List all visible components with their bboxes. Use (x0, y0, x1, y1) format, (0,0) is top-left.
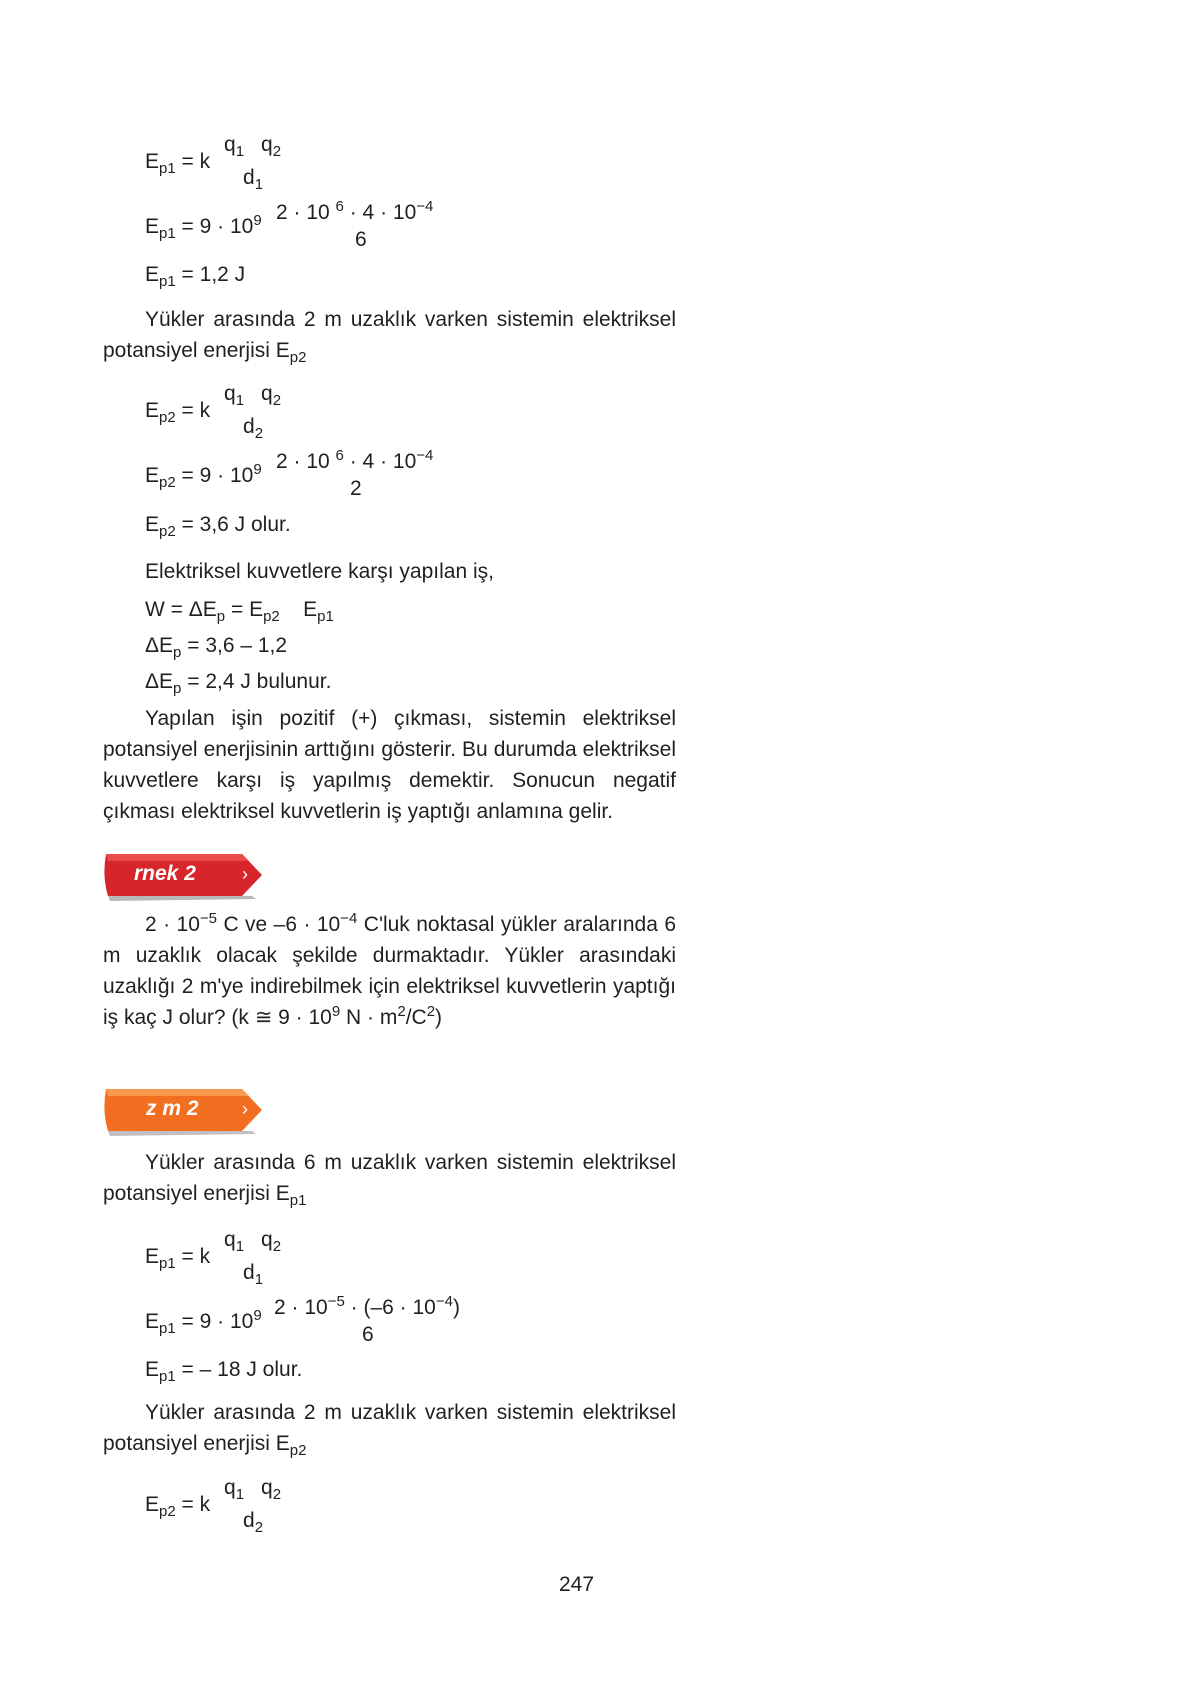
solution-banner (102, 1087, 262, 1137)
formula-q2: $q_2$ (261, 133, 282, 160)
formula-denominator: 2 (350, 477, 362, 500)
chevron-right-icon: › (242, 1099, 248, 1119)
formula-ep2-result: $E_{p2} = 3,6$ J olur. (145, 513, 291, 540)
work-difference: $\Delta E_p = 3,6 - 1,2$ (145, 634, 288, 661)
formula-q1: $q_1$ (224, 133, 245, 160)
solution-title: z m 2 (146, 1097, 199, 1120)
formula-d2: $d_2$ (243, 415, 264, 442)
formula-ep1-value: $E_{p1} = 9 \cdot 10^9$ (145, 1307, 262, 1337)
paragraph-ep2-intro: Yükler arasında 2 m uzaklık varken sistemin elektriksel potansiyel enerjisi $E_{p2}$ (103, 308, 676, 366)
formula-q2: $q_2$ (261, 382, 282, 409)
formula-q1: $q_1$ (224, 382, 245, 409)
formula-q2: $q_2$ (261, 1228, 282, 1255)
example-banner (102, 852, 262, 902)
chevron-right-icon: › (242, 864, 248, 884)
example-question: $2 \cdot 10^{-5}$ C ve $-6 \cdot 10^{-4}$ C'luk noktasal yükler aralarında 6 m uzaklık olacak şekilde durmaktadır. Yükler arasındaki uzaklığı 2 m'ye indirebilmek için elektriksel kuvvetlerin yaptığı iş kaç J olur? (k ≅ $9 \cdot 10^9$ $N \cdot m^2/C^2$) (103, 910, 676, 1029)
formula-q2: $q_2$ (261, 1476, 282, 1503)
formula-denominator: 6 (355, 228, 367, 251)
formula-d1: $d_1$ (243, 1261, 264, 1288)
formula-ep2-k: $E_{p2} = k$ (145, 1493, 211, 1520)
formula-q1: $q_1$ (224, 1228, 245, 1255)
formula-numerator: $2 \cdot 10^{-5} \cdot (-6 \cdot 10^{-4})$ (274, 1293, 460, 1319)
paragraph-ep2-intro: Yükler arasında 2 m uzaklık varken sistemin elektriksel potansiyel enerjisi $E_{p2}$ (103, 1401, 676, 1459)
formula-denominator: 6 (362, 1323, 374, 1346)
formula-ep1-result: $E_{p1}$ = – 18 J olur. (145, 1358, 303, 1385)
formula-ep1-k: $E_{p1} = k$ (145, 1245, 211, 1272)
formula-q1: $q_1$ (224, 1476, 245, 1503)
formula-ep1-result: $E_{p1} = 1,2$ J (145, 263, 246, 290)
formula-ep1-k: $E_{p1} = k$ (145, 150, 211, 177)
paragraph-ep1-intro: Yükler arasında 6 m uzaklık varken sistemin elektriksel potansiyel enerjisi $E_{p1}$ (103, 1151, 676, 1209)
work-intro: Elektriksel kuvvetlere karşı yapılan iş, (145, 560, 494, 583)
formula-numerator: 2 · 10 $^6 \cdot 4 \cdot 10^{-4}$ (276, 447, 434, 473)
formula-d2: $d_2$ (243, 1509, 264, 1536)
formula-ep2-k: $E_{p2} = k$ (145, 399, 211, 426)
example-title: rnek 2 (134, 862, 196, 885)
formula-d1: $d_1$ (243, 166, 264, 193)
formula-numerator: 2 · 10 $^6 \cdot 4 \cdot 10^{-4}$ (276, 198, 434, 224)
formula-ep2-value: $E_{p2} = 9 \cdot 10^9$ (145, 461, 262, 491)
work-result: $\Delta E_p = 2,4$ J bulunur. (145, 670, 332, 697)
work-equation: $W = \Delta E_p = E_{p2}$ $E_{p1}$ (145, 598, 334, 625)
page-number: 247 (558, 1573, 595, 1596)
formula-ep1-value: $E_{p1} = 9 \cdot 10^9$ (145, 212, 262, 242)
paragraph-work-explanation: Yapılan işin pozitif (+) çıkması, sistemin elektriksel potansiyel enerjisinin arttığını gösterir. Bu durumda elektriksel kuvvetlere karşı iş yapılmış demektir. Sonucun negatif çıkması elektriksel kuvvetlerin iş yaptığı anlamına gelir. (103, 707, 676, 823)
